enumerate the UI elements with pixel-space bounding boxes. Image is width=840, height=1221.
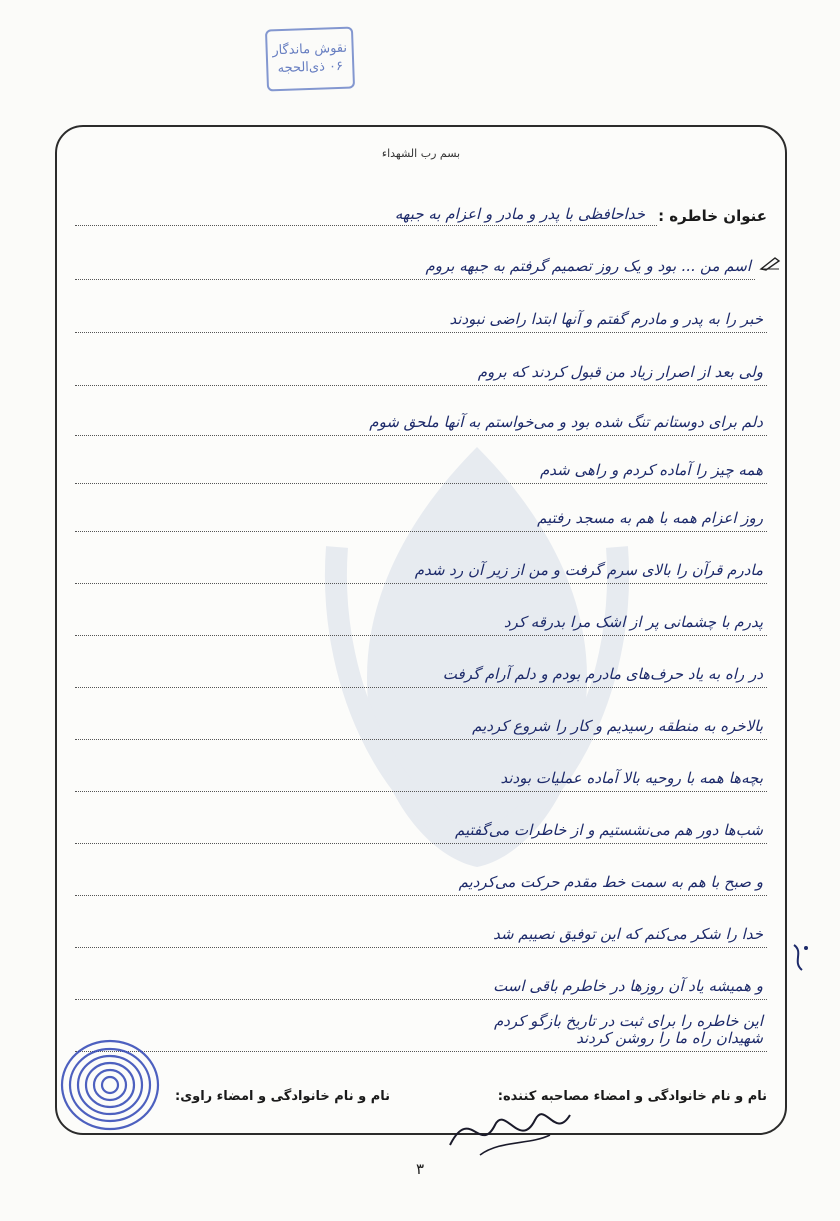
dotted-line — [75, 895, 767, 896]
dotted-line — [75, 435, 767, 436]
page-number: ۳ — [415, 1160, 425, 1178]
handwritten-line: همه چیز را آماده کردم و راهی شدم — [540, 461, 763, 479]
pen-icon — [759, 255, 781, 271]
dotted-line — [75, 947, 767, 948]
interviewer-signature-label: نام و نام خانوادگی و امضاء مصاحبه کننده: — [497, 1089, 767, 1104]
dotted-line — [75, 332, 767, 333]
handwritten-line: اسم من ... بود و یک روز تصمیم گرفتم به جبهه بروم — [425, 257, 751, 275]
dotted-line — [75, 999, 767, 1000]
handwritten-line: بچه‌ها همه با روحیه بالا آماده عملیات بودند — [500, 769, 763, 787]
dotted-line — [75, 1051, 767, 1052]
handwritten-line: پدرم با چشمانی پر از اشک مرا بدرقه کرد — [503, 613, 763, 631]
dotted-line — [75, 687, 767, 688]
handwritten-line: و همیشه یاد آن روزها در خاطرم باقی است — [493, 977, 763, 995]
memoir-title-label: عنوان خاطره : — [658, 207, 767, 225]
stamp-line-2: ۰۶ ذی‌الحجه — [277, 58, 344, 77]
signature-icon — [440, 1085, 580, 1165]
bismillah-header: بسم رب الشهداء — [381, 147, 461, 160]
archive-stamp — [265, 26, 355, 91]
handwritten-line: این خاطره را برای ثبت در تاریخ بازگو کردم — [493, 1012, 763, 1030]
dotted-line — [75, 279, 755, 280]
fingerprint-icon — [55, 1030, 165, 1140]
emblem-watermark — [307, 427, 647, 887]
handwritten-line: شب‌ها دور هم می‌نشستیم و از خاطرات می‌گفتیم — [454, 821, 763, 839]
handwritten-title: خداحافظی با پدر و مادر و اعزام به جبهه — [394, 205, 645, 223]
narrator-signature-label: نام و نام خانوادگی و امضاء راوی: — [175, 1089, 390, 1104]
dotted-line — [75, 531, 767, 532]
margin-mark-icon — [786, 940, 816, 980]
handwritten-line: مادرم قرآن را بالای سرم گرفت و من از زیر آن رد شدم — [414, 561, 763, 579]
handwritten-line: در راه به یاد حرف‌های مادرم بودم و دلم آرام گرفت — [442, 665, 763, 683]
handwritten-line: و صبح با هم به سمت خط مقدم حرکت می‌کردیم — [458, 873, 763, 891]
dotted-line — [75, 739, 767, 740]
handwritten-line: بالاخره به منطقه رسیدیم و کار را شروع کردیم — [472, 717, 763, 735]
handwritten-line: ولی بعد از اصرار زیاد من قبول کردند که بروم — [477, 363, 763, 381]
dotted-line — [75, 225, 657, 226]
handwritten-line: خدا را شکر می‌کنم که این توفیق نصیبم شد — [493, 925, 763, 943]
handwritten-line: روز اعزام همه با هم به مسجد رفتیم — [537, 509, 763, 527]
form-frame — [55, 125, 787, 1135]
dotted-line — [75, 635, 767, 636]
handwritten-line: دلم برای دوستانم تنگ شده بود و می‌خواستم به آنها ملحق شوم — [369, 413, 763, 431]
stamp-line-1: نقوش ماندگار — [272, 40, 348, 59]
dotted-line — [75, 791, 767, 792]
handwritten-line: شهیدان راه ما را روشن کردند — [576, 1029, 763, 1047]
handwritten-line: خبر را به پدر و مادرم گفتم و آنها ابتدا راضی نبودند — [449, 310, 763, 328]
dotted-line — [75, 483, 767, 484]
dotted-line — [75, 583, 767, 584]
dotted-line — [75, 385, 767, 386]
dotted-line — [75, 843, 767, 844]
